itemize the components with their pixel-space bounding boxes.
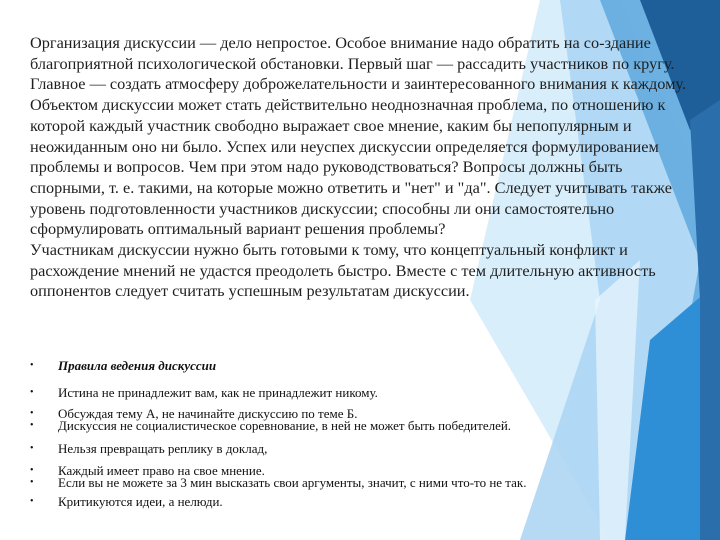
bullet-icon: • — [30, 360, 34, 371]
paragraph-2: Участникам дискуссии нужно быть готовыми к тому, что концептуальный конфликт и расхождение мнений не удастся преодолеть быстро. Вместе с тем длительную активность оппонентов следует считать успешным результатам дискуссии. — [30, 240, 656, 301]
bullet-icon: • — [30, 496, 34, 507]
bullet-icon: • — [30, 408, 34, 419]
paragraph-1: Организация дискуссии — дело непростое. Особое внимание надо обратить на со-здание благоприятной психологической обстановки. Первый шаг — рассадить участников по кругу. Главное — создать атмосферу доброжелательности и заинтересованного внимания к каждому. Объектом дискуссии может стать действительно неоднозначная проблема, по отношению к которой каждый участник свободно выражает свое мнение, каким бы непопулярным и неожиданным оно ни было. Успех или неуспех дискуссии определяется формулированием проблемы и вопросов. Чем при этом надо руководствоваться? Вопросы должны быть спорными, т. е. такими, на которые можно ответить и "нет" и "да". Следует учитывать также уровень подготовленности участников дискуссии; способны ли они самостоятельно сформулировать оптимальный вариант решения проблемы? — [30, 33, 687, 239]
bullet-icon: • — [30, 477, 34, 488]
rule-text: Дискуссия не социалистическое соревнование, в ней не может быть победителей. — [58, 418, 512, 433]
bullet-icon: • — [30, 465, 34, 476]
rule-text: Если вы не можете за 3 мин высказать свои аргументы, значит, с ними что-то не так. — [58, 475, 527, 490]
rule-text: Каждый имеет право на свое мнение. — [58, 463, 265, 478]
rule-text: Нельзя превращать реплику в доклад, — [58, 441, 268, 456]
bullet-icon: • — [30, 387, 34, 398]
bullet-icon: • — [30, 443, 34, 454]
slide-content — [30, 33, 690, 509]
rule-text: Обсуждая тему А, не начинайте дискуссию по теме Б. — [58, 406, 358, 421]
bullet-icon: • — [30, 420, 34, 431]
rule-text: Критикуются идеи, а нелюди. — [58, 494, 223, 509]
rule-text: Истина не принадлежит вам, как не принадлежит никому. — [58, 385, 378, 400]
rules-heading: Правила ведения дискуссии — [58, 358, 217, 373]
